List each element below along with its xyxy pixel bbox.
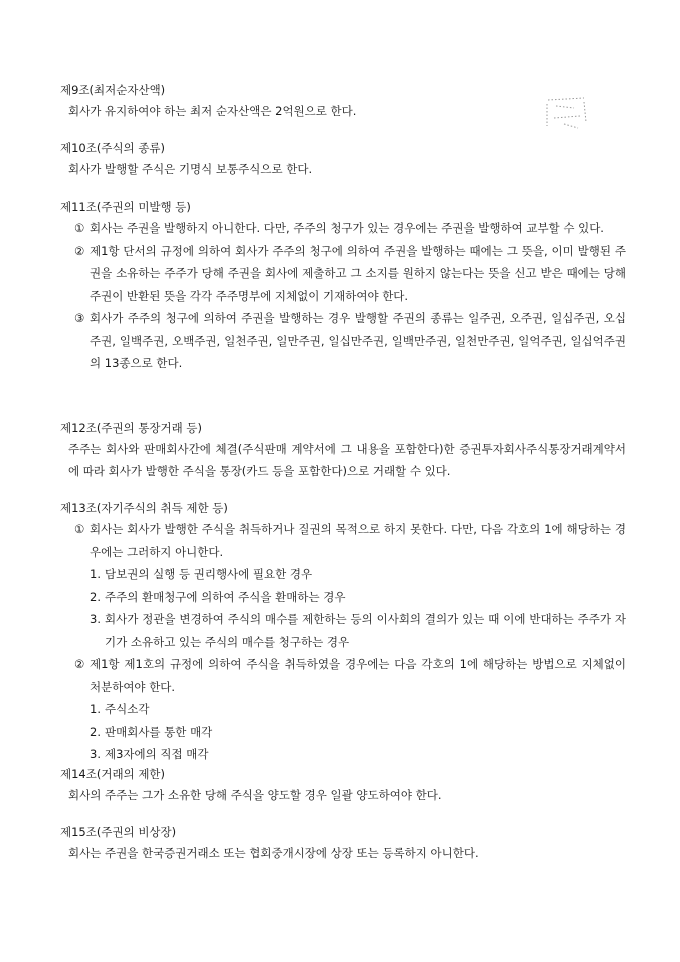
article-14	[60, 764, 626, 806]
clause-number: ②	[74, 657, 85, 671]
sub-item	[60, 608, 626, 653]
clause-number: ②	[74, 243, 85, 258]
clause-number: ③	[74, 311, 85, 325]
clause-text: 제1항 제1호의 규정에 의하여 주식을 취득하였을 경우에는 다음 각호의 1에 해당하는 방법으로 지체없이 처분하여야 한다.	[90, 657, 626, 694]
sub-item-number: 3.	[90, 747, 101, 761]
sub-item	[60, 586, 626, 609]
sub-item-text: 주식소각	[105, 702, 150, 716]
sub-item	[60, 743, 626, 766]
sub-item-text: 제3자에의 직접 매각	[105, 747, 209, 761]
article-title: 제10조(주식의 종류)	[60, 141, 166, 155]
sub-item	[60, 698, 626, 721]
clause	[60, 653, 626, 698]
clause-number: ①	[74, 221, 85, 235]
article-body: 주주는 회사와 판매회사간에 체결(주식판매 계약서에 그 내용을 포함한다)한 증권투자회사주식통장거래계약서 에 따라 회사가 발행한 주식을 통장(카드 등을 포함한다)으로 거래할 수 있다.	[68, 442, 626, 478]
article-9	[60, 80, 626, 122]
sub-item	[60, 721, 626, 744]
article-title: 제14조(거래의 제한)	[60, 767, 166, 781]
sub-item	[60, 563, 626, 586]
article-title: 제11조(주권의 미발행 등)	[60, 200, 191, 214]
sub-item-number: 1.	[90, 702, 101, 716]
article-title: 제15조(주권의 비상장)	[60, 825, 177, 839]
clause	[60, 217, 626, 240]
article-title: 제12조(주권의 통장거래 등)	[60, 421, 203, 435]
sub-item-text: 담보권의 실행 등 권리행사에 필요한 경우	[105, 567, 313, 581]
sub-item-text: 회사가 정관을 변경하여 주식의 매수를 제한하는 등의 이사회의 결의가 있는 때 이에 반대하는 주주가 자기가 소유하고 있는 주식의 매수를 청구하는 경우	[105, 612, 626, 649]
clause-text: 제1항 단서의 규정에 의하여 회사가 주주의 청구에 의하여 주권을 발행하는 때에는 그 뜻을, 이미 발행된 주권을 소유하는 주주가 당해 주권을 회사에 제출하고 그 소지를 원하지 않는다는 뜻을 신고 받은 때에는 당해 주권이 반환된 뜻을 각각 주주명부에 지체없이 기재하여야 한다.	[90, 243, 626, 303]
clause-text: 회사는 회사가 발행한 주식을 취득하거나 질권의 목적으로 하지 못한다. 다만, 다음 각호의 1에 해당하는 경우에는 그러하지 아니한다.	[90, 522, 626, 559]
sub-item-text: 판매회사를 통한 매각	[105, 724, 213, 739]
sub-item-number: 3.	[90, 612, 101, 626]
article-body: 회사가 유지하여야 하는 최저 순자산액은 2억원으로 한다.	[68, 104, 357, 118]
sub-item-number: 1.	[90, 567, 101, 581]
article-15	[60, 822, 626, 864]
article-10	[60, 138, 626, 180]
clause	[60, 240, 626, 308]
article-13	[60, 498, 626, 766]
article-title: 제9조(최저순자산액)	[60, 83, 166, 97]
article-12	[60, 418, 626, 482]
article-body: 회사가 발행할 주식은 기명식 보통주식으로 한다.	[68, 162, 313, 176]
sub-item-text: 주주의 환매청구에 의하여 주식을 환매하는 경우	[105, 589, 346, 604]
sub-item-number: 2.	[90, 724, 101, 739]
clause	[60, 307, 626, 375]
article-title: 제13조(자기주식의 취득 제한 등)	[60, 501, 228, 515]
clause-text: 회사는 주권을 발행하지 아니한다. 다만, 주주의 청구가 있는 경우에는 주권을 발행하여 교부할 수 있다.	[90, 221, 604, 235]
sub-item-number: 2.	[90, 589, 101, 604]
stamp-mark-icon	[544, 96, 590, 132]
clause	[60, 518, 626, 563]
article-body: 회사는 주권을 한국증권거래소 또는 협회중개시장에 상장 또는 등록하지 아니한다.	[68, 846, 479, 860]
clause-text: 회사가 주주의 청구에 의하여 주권을 발행하는 경우 발행할 주권의 종류는 일주권, 오주권, 일십주권, 오십주권, 일백주권, 오백주권, 일천주권, 일만주권, 일십만주권, 일백만주권, 일천만주권, 일억주권, 일십억주권의 13종으로 한다.	[90, 311, 626, 370]
article-body: 회사의 주주는 그가 소유한 당해 주식을 양도할 경우 일괄 양도하여야 한다.	[68, 788, 442, 802]
article-11	[60, 197, 626, 375]
clause-number: ①	[74, 522, 85, 536]
